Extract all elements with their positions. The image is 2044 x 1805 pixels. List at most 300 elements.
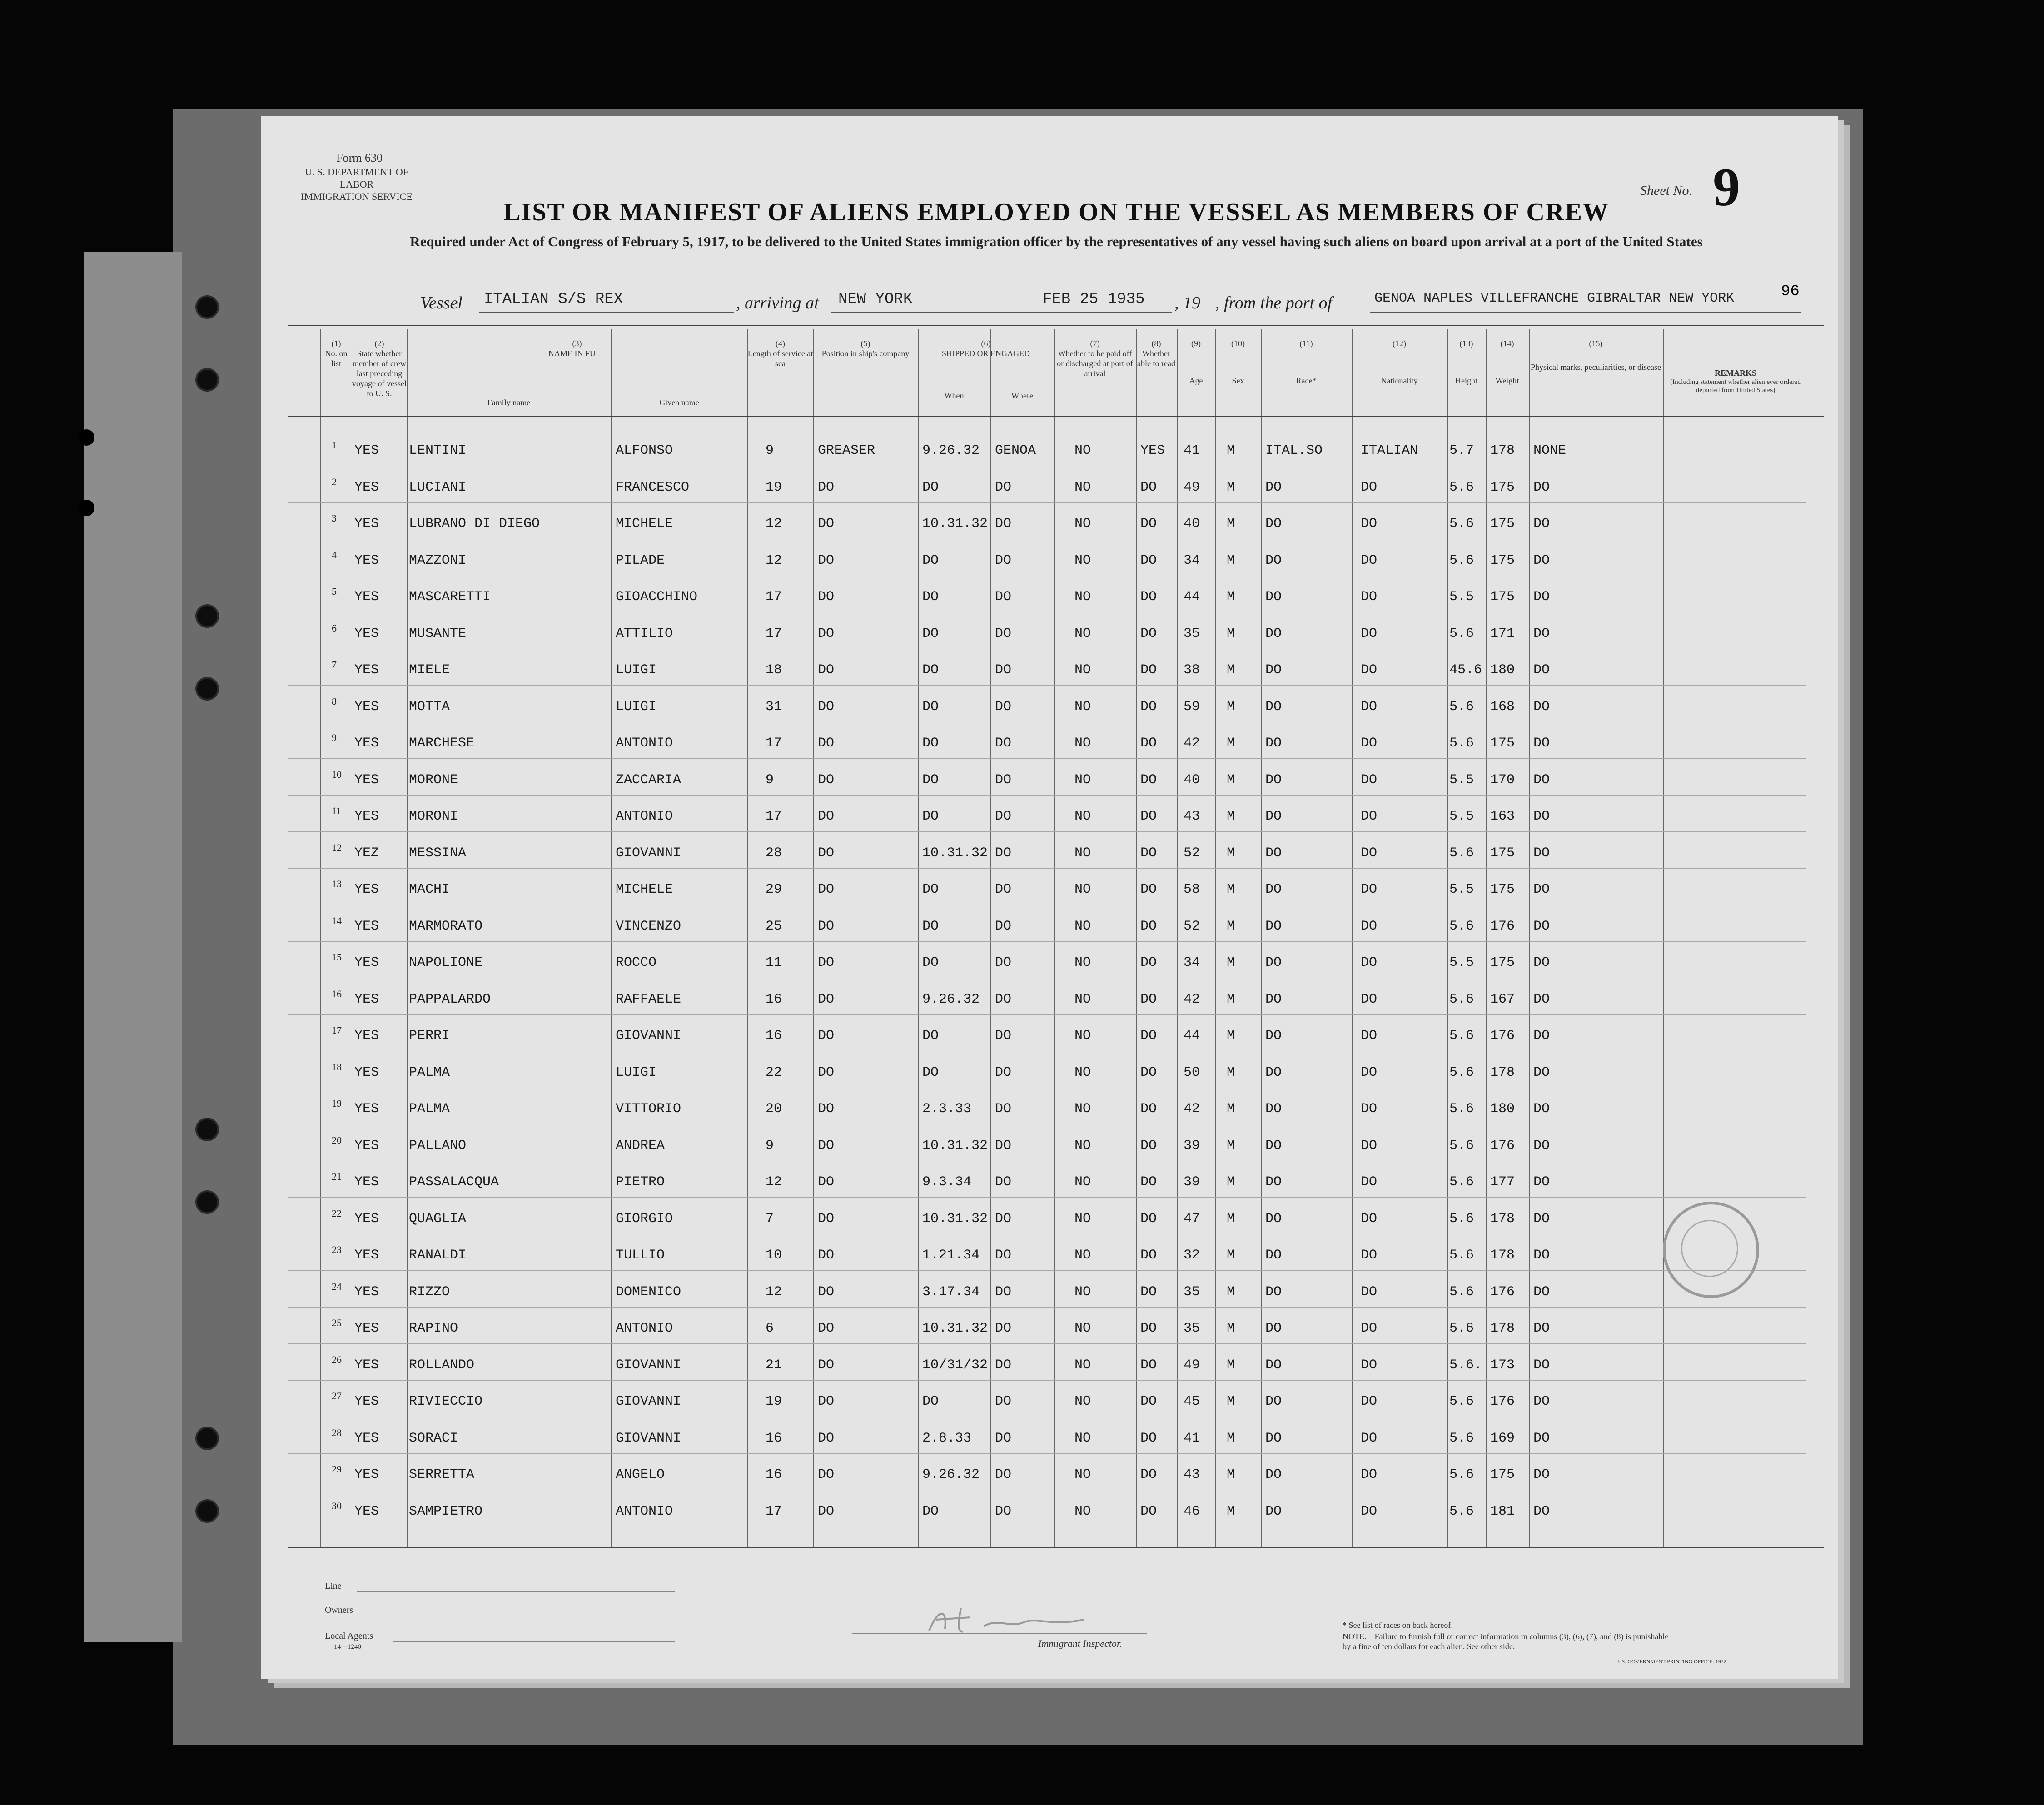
cell-prev-voyage: YES (354, 918, 379, 934)
cell-nationality: DO (1361, 662, 1378, 678)
cell-service-length: 29 (766, 882, 782, 897)
cell-position: DO (818, 1394, 835, 1409)
cell-sex: M (1227, 845, 1235, 861)
cell-race: DO (1265, 1321, 1282, 1336)
cell-service-length: 6 (766, 1321, 774, 1336)
cell-shipped-when: 9.26.32 (922, 991, 980, 1007)
cell-nationality: DO (1361, 1211, 1378, 1227)
cell-physical-marks: DO (1533, 1211, 1550, 1227)
cell-family-name: QUAGLIA (409, 1211, 467, 1227)
cell-race: DO (1265, 552, 1282, 568)
cell-paid-off: NO (1074, 1321, 1091, 1336)
cell-age: 45 (1184, 1394, 1200, 1409)
cell-age: 44 (1184, 1028, 1200, 1044)
cell-service-length: 16 (766, 991, 782, 1007)
cell-race: ITAL.SO (1265, 443, 1323, 458)
cell-prev-voyage: YES (354, 1211, 379, 1227)
cell-family-name: RIZZO (409, 1284, 450, 1300)
cell-family-name: PASSALACQUA (409, 1174, 499, 1190)
cell-able-to-read: DO (1140, 772, 1157, 788)
cell-service-length: 16 (766, 1028, 782, 1044)
cell-paid-off: NO (1074, 955, 1091, 970)
cell-shipped-where: DO (995, 516, 1012, 532)
cell-prev-voyage: YES (354, 589, 379, 605)
cell-height: 5.6 (1449, 479, 1474, 495)
cell-race: DO (1265, 626, 1282, 641)
cell-paid-off: NO (1074, 809, 1091, 824)
cell-physical-marks: DO (1533, 1430, 1550, 1446)
cell-prev-voyage: YES (354, 699, 379, 715)
cell-sex: M (1227, 772, 1235, 788)
cell-sex: M (1227, 699, 1235, 715)
cell-able-to-read: DO (1140, 809, 1157, 824)
cell-paid-off: NO (1074, 918, 1091, 934)
cell-age: 58 (1184, 882, 1200, 897)
cell-race: DO (1265, 809, 1282, 824)
cell-paid-off: NO (1074, 699, 1091, 715)
cell-age: 49 (1184, 1357, 1200, 1373)
cell-position: DO (818, 1284, 835, 1300)
cell-shipped-when: DO (922, 699, 939, 715)
cell-physical-marks: DO (1533, 1467, 1550, 1482)
cell-position: DO (818, 1174, 835, 1190)
cell-able-to-read: DO (1140, 1174, 1157, 1190)
cell-race: DO (1265, 1101, 1282, 1117)
cell-shipped-when: DO (922, 1064, 939, 1080)
cell-family-name: LUCIANI (409, 479, 467, 495)
cell-physical-marks: DO (1533, 1064, 1550, 1080)
vessel-name: ITALIAN S/S REX (484, 291, 623, 308)
cell-family-name: PERRI (409, 1028, 450, 1044)
cell-shipped-where: DO (995, 699, 1012, 715)
cell-able-to-read: DO (1140, 699, 1157, 715)
cell-able-to-read: DO (1140, 662, 1157, 678)
cell-able-to-read: DO (1140, 845, 1157, 861)
cell-nationality: DO (1361, 809, 1378, 824)
race-note: * See list of races on back hereof. (1343, 1621, 1453, 1630)
cell-race: DO (1265, 1248, 1282, 1263)
cell-race: DO (1265, 516, 1282, 532)
cell-shipped-when: 2.8.33 (922, 1430, 972, 1446)
penalty-note: NOTE.—Failure to furnish full or correct information in columns (3), (6), (7), and (8) is punishable by a fine of ten dollars for each alien. See other side. (1343, 1632, 1669, 1651)
cell-paid-off: NO (1074, 443, 1091, 458)
cell-nationality: DO (1361, 1174, 1378, 1190)
row-number: 8 (332, 695, 337, 707)
cell-service-length: 9 (766, 1138, 774, 1154)
cell-weight: 175 (1490, 955, 1515, 970)
cell-prev-voyage: YEZ (354, 845, 379, 861)
row-rule (288, 758, 1806, 759)
row-number: 12 (332, 841, 342, 853)
cell-paid-off: NO (1074, 1101, 1091, 1117)
cell-shipped-where: DO (995, 1248, 1012, 1263)
row-number: 24 (332, 1280, 342, 1292)
binder-hole (195, 604, 219, 628)
cell-height: 5.6 (1449, 699, 1474, 715)
cell-able-to-read: DO (1140, 1064, 1157, 1080)
cell-position: DO (818, 1467, 835, 1482)
cell-physical-marks: DO (1533, 516, 1550, 532)
cell-family-name: RANALDI (409, 1248, 467, 1263)
cell-shipped-when: 10.31.32 (922, 845, 988, 861)
cell-age: 52 (1184, 845, 1200, 861)
cell-prev-voyage: YES (354, 1284, 379, 1300)
cell-weight: 175 (1490, 516, 1515, 532)
row-rule (288, 1014, 1806, 1015)
cell-sex: M (1227, 443, 1235, 458)
cell-prev-voyage: YES (354, 772, 379, 788)
cell-sex: M (1227, 1101, 1235, 1117)
row-number: 14 (332, 915, 342, 926)
cell-weight: 176 (1490, 918, 1515, 934)
row-number: 6 (332, 622, 337, 634)
manifest-subtitle: Required under Act of Congress of February 5, 1917, to be delivered to the United States immigration officer by the representatives of any vessel having such aliens on board upon arrival at a port of the United States (410, 234, 1703, 249)
cell-physical-marks: DO (1533, 845, 1550, 861)
cell-prev-voyage: YES (354, 991, 379, 1007)
row-rule (288, 1197, 1806, 1198)
cell-position: DO (818, 736, 835, 751)
table-top-rule (288, 325, 1824, 326)
cell-age: 39 (1184, 1138, 1200, 1154)
cell-shipped-when: 9.26.32 (922, 443, 980, 458)
cell-shipped-where: DO (995, 736, 1012, 751)
row-number: 9 (332, 732, 337, 743)
cell-service-length: 22 (766, 1064, 782, 1080)
cell-given-name: VINCENZO (616, 918, 681, 934)
sheet-number: 9 (1713, 157, 1740, 217)
col-name-header: (3) NAME IN FULL (548, 339, 606, 358)
cell-paid-off: NO (1074, 772, 1091, 788)
col-given-name-header: Given name (659, 398, 699, 407)
row-rule (288, 1380, 1806, 1381)
cell-prev-voyage: YES (354, 662, 379, 678)
cell-sex: M (1227, 1211, 1235, 1227)
cell-position: DO (818, 918, 835, 934)
cell-service-length: 17 (766, 736, 782, 751)
cell-race: DO (1265, 845, 1282, 861)
binder-hole (195, 677, 219, 701)
binder-hole (195, 1118, 219, 1141)
row-number: 5 (332, 586, 337, 597)
cell-weight: 175 (1490, 552, 1515, 568)
cell-weight: 171 (1490, 626, 1515, 641)
cell-sex: M (1227, 1394, 1235, 1409)
cell-weight: 181 (1490, 1503, 1515, 1519)
row-number: 27 (332, 1390, 342, 1402)
cell-paid-off: NO (1074, 1211, 1091, 1227)
cell-paid-off: NO (1074, 1467, 1091, 1482)
col-weight-header: (14) Weight (1495, 339, 1519, 385)
cell-physical-marks: DO (1533, 1174, 1550, 1190)
cell-race: DO (1265, 1028, 1282, 1044)
cell-service-length: 28 (766, 845, 782, 861)
cell-sex: M (1227, 1321, 1235, 1336)
cell-given-name: GIOVANNI (616, 1430, 681, 1446)
cell-shipped-where: DO (995, 1357, 1012, 1373)
cell-family-name: MORONE (409, 772, 458, 788)
cell-sex: M (1227, 955, 1235, 970)
cell-shipped-where: DO (995, 1430, 1012, 1446)
table-bottom-rule (288, 1547, 1824, 1548)
cell-family-name: PALLANO (409, 1138, 467, 1154)
cell-position: DO (818, 589, 835, 605)
cell-nationality: DO (1361, 845, 1378, 861)
cell-family-name: SAMPIETRO (409, 1503, 483, 1519)
cell-weight: 176 (1490, 1394, 1515, 1409)
cell-nationality: DO (1361, 1284, 1378, 1300)
cell-service-length: 21 (766, 1357, 782, 1373)
cell-given-name: LUIGI (616, 699, 657, 715)
cell-paid-off: NO (1074, 479, 1091, 495)
cell-able-to-read: DO (1140, 1101, 1157, 1117)
cell-prev-voyage: YES (354, 1430, 379, 1446)
cell-service-length: 17 (766, 1503, 782, 1519)
cell-nationality: DO (1361, 479, 1378, 495)
cell-weight: 175 (1490, 882, 1515, 897)
binding-strip (84, 252, 182, 1642)
cell-nationality: DO (1361, 1503, 1378, 1519)
cell-sex: M (1227, 1248, 1235, 1263)
cell-race: DO (1265, 1284, 1282, 1300)
cell-age: 34 (1184, 552, 1200, 568)
cell-family-name: SORACI (409, 1430, 458, 1446)
form-number: Form 630 (336, 151, 383, 164)
cell-physical-marks: DO (1533, 1028, 1550, 1044)
cell-position: DO (818, 552, 835, 568)
row-rule (288, 795, 1806, 796)
cell-prev-voyage: YES (354, 1503, 379, 1519)
manifest-sheet (261, 116, 1838, 1679)
cell-prev-voyage: YES (354, 516, 379, 532)
cell-weight: 163 (1490, 809, 1515, 824)
cell-given-name: ATTILIO (616, 626, 673, 641)
cell-service-length: 20 (766, 1101, 782, 1117)
cell-physical-marks: DO (1533, 1284, 1550, 1300)
cell-physical-marks: DO (1533, 736, 1550, 751)
cell-position: DO (818, 845, 835, 861)
cell-weight: 176 (1490, 1028, 1515, 1044)
cell-weight: 177 (1490, 1174, 1515, 1190)
cell-weight: 180 (1490, 662, 1515, 678)
cell-family-name: MOTTA (409, 699, 450, 715)
row-number: 4 (332, 549, 337, 561)
cell-physical-marks: DO (1533, 699, 1550, 715)
cell-prev-voyage: YES (354, 1028, 379, 1044)
cell-sex: M (1227, 1284, 1235, 1300)
cell-race: DO (1265, 882, 1282, 897)
cell-physical-marks: DO (1533, 1321, 1550, 1336)
cell-nationality: DO (1361, 589, 1378, 605)
cell-height: 5.6 (1449, 1430, 1474, 1446)
cell-shipped-when: 9.3.34 (922, 1174, 972, 1190)
cell-prev-voyage: YES (354, 1174, 379, 1190)
cell-nationality: ITALIAN (1361, 443, 1418, 458)
cell-able-to-read: DO (1140, 1284, 1157, 1300)
cell-given-name: GIOVANNI (616, 1028, 681, 1044)
cell-position: DO (818, 699, 835, 715)
row-number: 22 (332, 1207, 342, 1219)
cell-nationality: DO (1361, 1467, 1378, 1482)
line-label: Line (325, 1581, 342, 1591)
cell-shipped-when: DO (922, 736, 939, 751)
cell-able-to-read: YES (1140, 443, 1165, 458)
cell-physical-marks: DO (1533, 1503, 1550, 1519)
row-number: 25 (332, 1317, 342, 1328)
from-ports: GENOA NAPLES VILLEFRANCHE GIBRALTAR NEW YORK (1374, 291, 1735, 306)
cell-prev-voyage: YES (354, 1138, 379, 1154)
cell-position: DO (818, 809, 835, 824)
cell-paid-off: NO (1074, 1357, 1091, 1373)
cell-height: 5.6 (1449, 1503, 1474, 1519)
cell-race: DO (1265, 991, 1282, 1007)
cell-sex: M (1227, 552, 1235, 568)
cell-height: 45.6 (1449, 662, 1482, 678)
eagle-emblem-icon (1681, 1220, 1738, 1277)
binder-hole (195, 368, 219, 392)
cell-shipped-when: DO (922, 1503, 939, 1519)
col-remarks-header: REMARKS (Including statement whether alien ever ordered deported from United States) (1670, 368, 1801, 394)
inspector-signature (920, 1604, 1093, 1640)
cell-weight: 178 (1490, 443, 1515, 458)
cell-weight: 176 (1490, 1284, 1515, 1300)
cell-weight: 175 (1490, 479, 1515, 495)
cell-service-length: 12 (766, 516, 782, 532)
cell-paid-off: NO (1074, 1430, 1091, 1446)
cell-age: 43 (1184, 1467, 1200, 1482)
cell-family-name: LENTINI (409, 443, 467, 458)
cell-race: DO (1265, 699, 1282, 715)
cell-position: DO (818, 772, 835, 788)
cell-physical-marks: DO (1533, 955, 1550, 970)
department-header (288, 166, 425, 203)
cell-weight: 170 (1490, 772, 1515, 788)
row-number: 10 (332, 768, 342, 780)
cell-given-name: GIOVANNI (616, 845, 681, 861)
vessel-label: Vessel (420, 293, 463, 313)
cell-paid-off: NO (1074, 845, 1091, 861)
cell-given-name: RAFFAELE (616, 991, 681, 1007)
col-service-header: (4) Length of service at sea (747, 339, 813, 368)
row-number: 23 (332, 1244, 342, 1255)
cell-given-name: PIETRO (616, 1174, 665, 1190)
cell-given-name: GIOVANNI (616, 1394, 681, 1409)
cell-physical-marks: DO (1533, 882, 1550, 897)
cell-age: 42 (1184, 991, 1200, 1007)
cell-sex: M (1227, 1028, 1235, 1044)
cell-physical-marks: DO (1533, 552, 1550, 568)
cell-paid-off: NO (1074, 1174, 1091, 1190)
cell-height: 5.6 (1449, 552, 1474, 568)
cell-nationality: DO (1361, 552, 1378, 568)
cell-weight: 178 (1490, 1211, 1515, 1227)
cell-sex: M (1227, 1430, 1235, 1446)
cell-able-to-read: DO (1140, 1430, 1157, 1446)
cell-shipped-when: DO (922, 1028, 939, 1044)
binder-hole (195, 295, 219, 319)
cell-nationality: DO (1361, 772, 1378, 788)
inspector-label: Immigrant Inspector. (1038, 1638, 1122, 1649)
cell-nationality: DO (1361, 516, 1378, 532)
cell-service-length: 12 (766, 1284, 782, 1300)
cell-weight: 180 (1490, 1101, 1515, 1117)
cell-nationality: DO (1361, 626, 1378, 641)
row-rule (288, 868, 1806, 869)
cell-physical-marks: DO (1533, 1248, 1550, 1263)
cell-physical-marks: DO (1533, 918, 1550, 934)
cell-age: 34 (1184, 955, 1200, 970)
cell-physical-marks: DO (1533, 772, 1550, 788)
cell-given-name: FRANCESCO (616, 479, 690, 495)
cell-height: 5.6 (1449, 1284, 1474, 1300)
cell-able-to-read: DO (1140, 1028, 1157, 1044)
cell-family-name: SERRETTA (409, 1467, 475, 1482)
cell-shipped-where: DO (995, 1138, 1012, 1154)
cell-sex: M (1227, 1064, 1235, 1080)
row-number: 18 (332, 1061, 342, 1073)
cell-shipped-where: DO (995, 1284, 1012, 1300)
cell-able-to-read: DO (1140, 1503, 1157, 1519)
cell-race: DO (1265, 918, 1282, 934)
cell-height: 5.6. (1449, 1357, 1482, 1373)
cell-height: 5.6 (1449, 516, 1474, 532)
row-number: 26 (332, 1353, 342, 1365)
cell-physical-marks: DO (1533, 1138, 1550, 1154)
cell-nationality: DO (1361, 1321, 1378, 1336)
cell-family-name: MARCHESE (409, 736, 475, 751)
cell-shipped-when: DO (922, 552, 939, 568)
cell-sex: M (1227, 1174, 1235, 1190)
cell-sex: M (1227, 918, 1235, 934)
cell-shipped-where: DO (995, 772, 1012, 788)
cell-nationality: DO (1361, 1430, 1378, 1446)
cell-shipped-when: DO (922, 589, 939, 605)
cell-able-to-read: DO (1140, 1394, 1157, 1409)
cell-position: DO (818, 1430, 835, 1446)
cell-prev-voyage: YES (354, 736, 379, 751)
row-rule (288, 1307, 1806, 1308)
cell-shipped-when: DO (922, 662, 939, 678)
cell-paid-off: NO (1074, 1503, 1091, 1519)
cell-paid-off: NO (1074, 882, 1091, 897)
from-port-label: , from the port of (1215, 293, 1333, 313)
cell-age: 32 (1184, 1248, 1200, 1263)
cell-able-to-read: DO (1140, 626, 1157, 641)
cell-height: 5.6 (1449, 991, 1474, 1007)
cell-family-name: MUSANTE (409, 626, 467, 641)
row-number: 3 (332, 512, 337, 524)
cell-height: 5.5 (1449, 772, 1474, 788)
cell-age: 50 (1184, 1064, 1200, 1080)
cell-sex: M (1227, 882, 1235, 897)
cell-position: DO (818, 479, 835, 495)
cell-paid-off: NO (1074, 736, 1091, 751)
sheet-label: Sheet No. (1640, 183, 1692, 198)
cell-position: DO (818, 1321, 835, 1336)
binder-hole (195, 1190, 219, 1214)
col-read-header: (8) Whether able to read (1137, 339, 1175, 368)
cell-race: DO (1265, 589, 1282, 605)
cell-race: DO (1265, 1064, 1282, 1080)
cell-race: DO (1265, 1174, 1282, 1190)
cell-family-name: NAPOLIONE (409, 955, 483, 970)
cell-able-to-read: DO (1140, 552, 1157, 568)
cell-age: 41 (1184, 1430, 1200, 1446)
cell-shipped-when: DO (922, 882, 939, 897)
cell-paid-off: NO (1074, 662, 1091, 678)
cell-given-name: GIOVANNI (616, 1357, 681, 1373)
cell-able-to-read: DO (1140, 1248, 1157, 1263)
cell-family-name: MASCARETTI (409, 589, 491, 605)
